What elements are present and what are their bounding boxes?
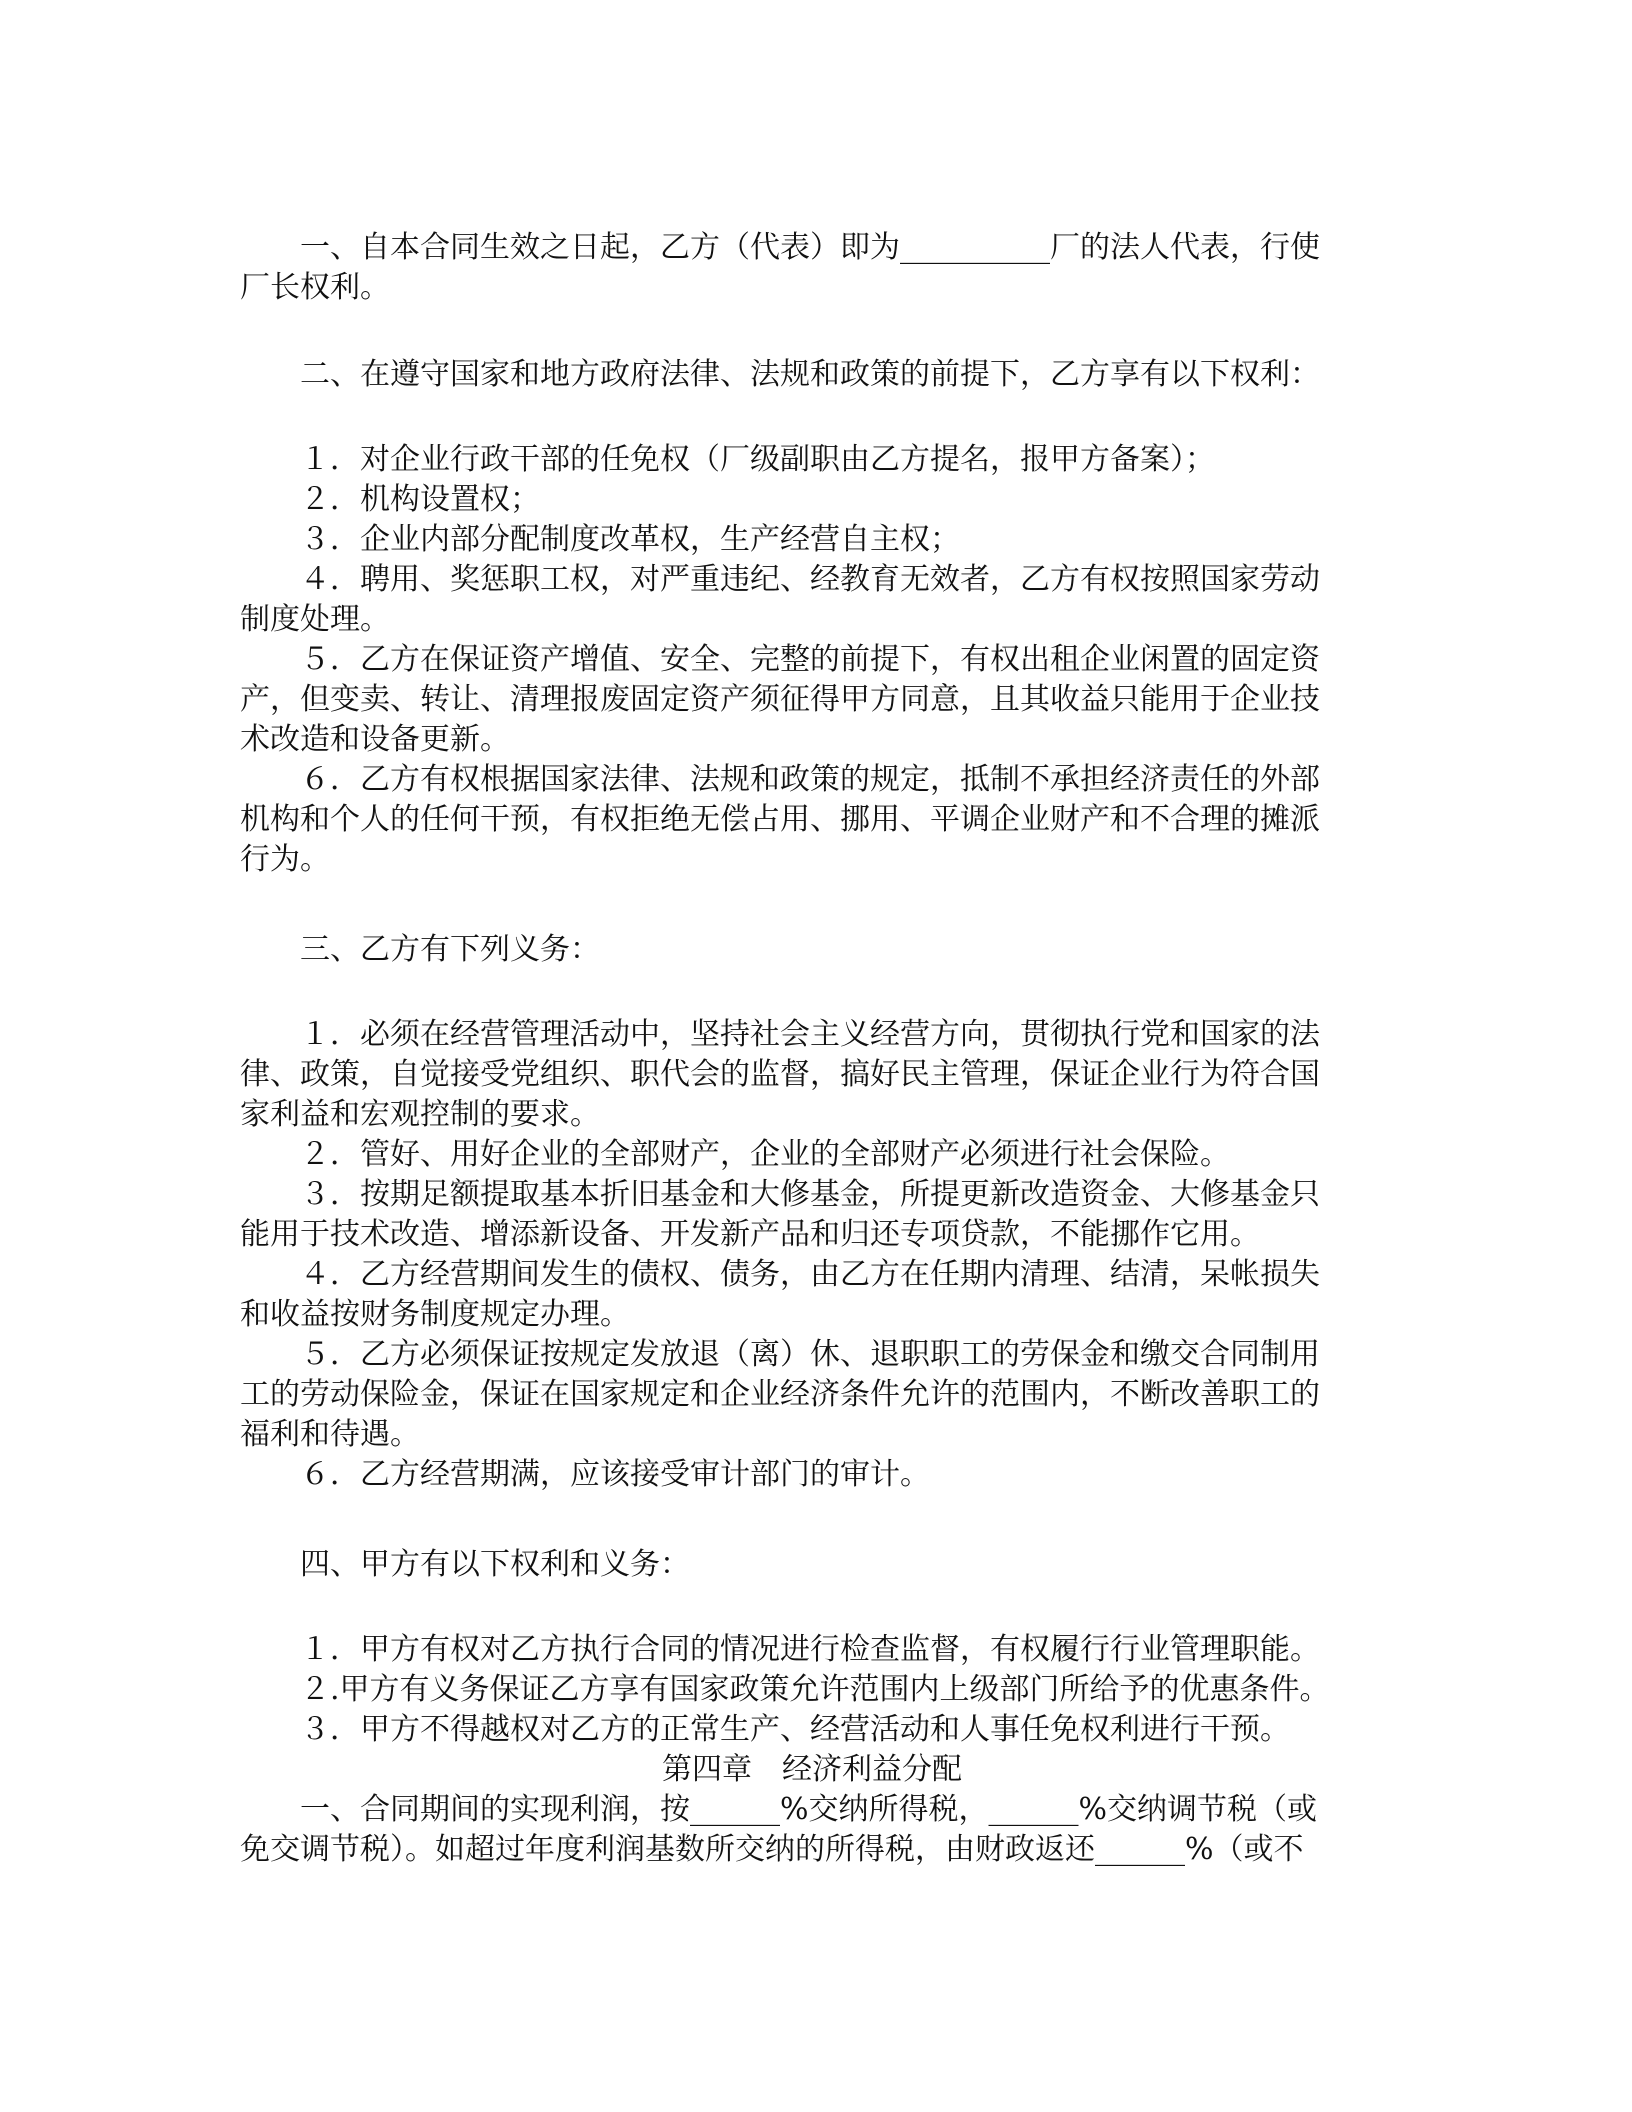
duty-1-line-3: 家利益和宏观控制的要求。 — [240, 1097, 600, 1132]
clause-3-heading: 三、乙方有下列义务： — [300, 932, 600, 967]
right-4-line-1: ４．聘用、奖惩职工权，对严重违纪、经教育无效者，乙方有权按照国家劳动 — [300, 562, 1320, 597]
right-6-line-2: 机构和个人的任何干预，有权拒绝无偿占用、挪用、平调企业财产和不合理的摊派 — [240, 802, 1320, 837]
right-5-line-2: 产，但变卖、转让、清理报废固定资产须征得甲方同意，且其收益只能用于企业技 — [240, 682, 1320, 717]
duty-6: ６．乙方经营期满，应该接受审计部门的审计。 — [300, 1457, 930, 1492]
party-a-2: ２.甲方有义务保证乙方享有国家政策允许范围内上级部门所给予的优惠条件。 — [300, 1672, 1330, 1707]
right-3: ３．企业内部分配制度改革权，生产经营自主权； — [300, 522, 960, 557]
duty-2: ２．管好、用好企业的全部财产，企业的全部财产必须进行社会保险。 — [300, 1137, 1230, 1172]
right-6-line-1: ６．乙方有权根据国家法律、法规和政策的规定，抵制不承担经济责任的外部 — [300, 762, 1320, 797]
clause-4-heading: 四、甲方有以下权利和义务： — [300, 1547, 690, 1582]
duty-1-line-1: １．必须在经营管理活动中，坚持社会主义经营方向，贯彻执行党和国家的法 — [300, 1017, 1320, 1052]
clause-2-heading: 二、在遵守国家和地方政府法律、法规和政策的前提下，乙方享有以下权利： — [300, 357, 1320, 392]
duty-5-line-2: 工的劳动保险金，保证在国家规定和企业经济条件允许的范围内，不断改善职工的 — [240, 1377, 1320, 1412]
duty-5-line-3: 福利和待遇。 — [240, 1417, 420, 1452]
clause-1-line-1: 一、自本合同生效之日起，乙方（代表）即为__________厂的法人代表，行使 — [300, 230, 1320, 265]
right-6-line-3: 行为。 — [240, 842, 330, 877]
right-1: １．对企业行政干部的任免权（厂级副职由乙方提名，报甲方备案）； — [300, 442, 1215, 477]
duty-3-line-2: 能用于技术改造、增添新设备、开发新产品和归还专项贷款，不能挪作它用。 — [240, 1217, 1260, 1252]
right-5-line-3: 术改造和设备更新。 — [240, 722, 510, 757]
right-4-line-2: 制度处理。 — [240, 602, 390, 637]
right-5-line-1: ５．乙方在保证资产增值、安全、完整的前提下，有权出租企业闲置的固定资 — [300, 642, 1320, 677]
party-a-3: ３．甲方不得越权对乙方的正常生产、经营活动和人事任免权利进行干预。 — [300, 1712, 1290, 1747]
chapter-4-title: 第四章 经济利益分配 — [662, 1752, 962, 1787]
profit-1-line-1: 一、合同期间的实现利润，按______%交纳所得税，______%交纳调节税（或 — [300, 1792, 1318, 1827]
profit-1-line-2: 免交调节税）。如超过年度利润基数所交纳的所得税，由财政返还______%（或不 — [240, 1832, 1304, 1867]
duty-5-line-1: ５．乙方必须保证按规定发放退（离）休、退职职工的劳保金和缴交合同制用 — [300, 1337, 1320, 1372]
duty-4-line-2: 和收益按财务制度规定办理。 — [240, 1297, 630, 1332]
clause-1-line-2: 厂长权利。 — [240, 270, 390, 305]
duty-4-line-1: ４．乙方经营期间发生的债权、债务，由乙方在任期内清理、结清，呆帐损失 — [300, 1257, 1320, 1292]
duty-1-line-2: 律、政策，自觉接受党组织、职代会的监督，搞好民主管理，保证企业行为符合国 — [240, 1057, 1320, 1092]
right-2: ２．机构设置权； — [300, 482, 540, 517]
party-a-1: １．甲方有权对乙方执行合同的情况进行检查监督，有权履行行业管理职能。 — [300, 1632, 1320, 1667]
duty-3-line-1: ３．按期足额提取基本折旧基金和大修基金，所提更新改造资金、大修基金只 — [300, 1177, 1320, 1212]
